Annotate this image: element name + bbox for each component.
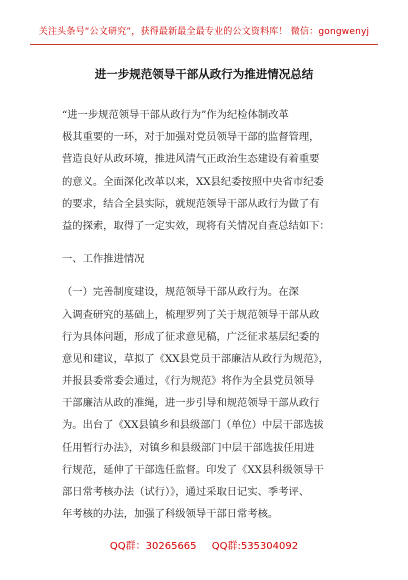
footer-qq-group-2: QQ群:535304092 [211,541,299,552]
text-line: 的要求，结合全县实际，就规范领导干部从政行为做了有 [62,197,320,210]
document-title: 进一步规范领导干部从政行为推进情况总结 [94,67,314,81]
text-line: “进一步规范领导干部从政行为”作为纪检体制改革 [62,109,289,121]
section-heading: 一、工作推进情况 [62,253,145,266]
text-line: 营造良好从政环境，推进风清气正政治生态建设有着重要 [62,153,320,166]
text-line: （一）完善制度建设，规范领导干部从政行为。在深 [62,286,299,299]
header-note: 关注头条号“公文研究”，获得最新最全最专业的公文资料库！ 微信：gongwenyj [38,27,370,37]
text-line: 行为具体问题，形成了征求意见稿，广泛征求基层纪委的 [62,330,320,343]
text-line: 益的探索，取得了一定实效，现将有关情况自查总结如下： [62,219,330,232]
text-line: 任用暂行办法》，对镇乡和县级部门中层干部选拔任用进 [62,441,315,454]
text-line: 年考核的办法，加强了科级领导干部日常考核。 [62,508,279,521]
text-line: 并报县委常委会通过，《行为规范》将作为全县党员领导 [62,375,315,388]
paragraph-1 [62,281,352,525]
text-line: 极其重要的一环，对于加强对党员领导干部的监督管理， [62,131,320,144]
text-line: 行规范，延伸了干部选任监督。印发了《XX县科级领导干 [62,463,324,476]
text-line: 意见和建议，草拟了《XX县党员干部廉洁从政行为规范》， [62,352,329,365]
text-line: 为。出台了《XX县镇乡和县级部门（单位）中层干部选拔 [62,419,324,432]
intro-paragraph [62,104,352,237]
document-body [62,104,352,525]
text-line: 的意义。全面深化改革以来，XX县纪委按照中央省市纪委 [62,175,324,188]
footer-qq-group-1: QQ群：30265665 [109,541,197,552]
header-divider [30,44,378,45]
text-line: 部日常考核办法（试行）》，通过采取日记实、季考评、 [62,486,310,498]
text-line: 入调查研究的基础上，梳理罗列了关于规范领导干部从政 [62,308,320,321]
footer-contact [0,537,408,552]
text-line: 干部廉洁从政的准绳，进一步引导和规范领导干部从政行 [62,397,320,410]
